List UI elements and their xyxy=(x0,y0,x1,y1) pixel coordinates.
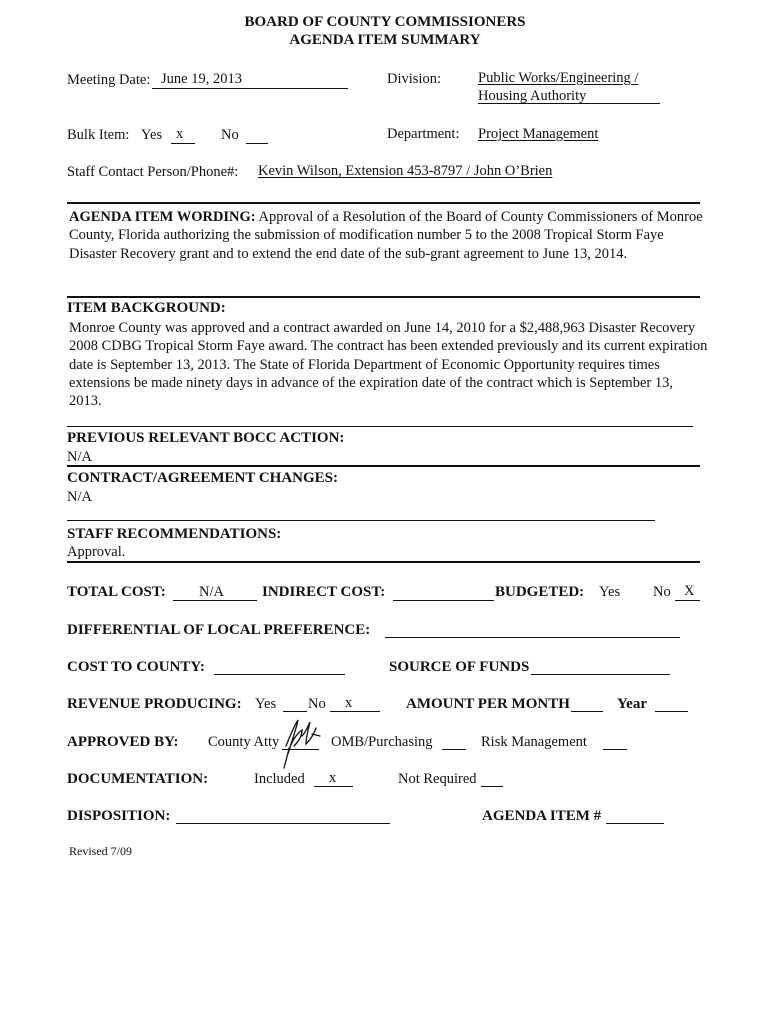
revenue-no-underline xyxy=(330,711,380,712)
omb-purchasing-underline xyxy=(442,749,466,750)
department-value: Project Management xyxy=(478,126,599,142)
included-mark: x xyxy=(329,770,337,786)
bulk-yes-mark: x xyxy=(176,126,184,142)
staff-contact-label: Staff Contact Person/Phone#: xyxy=(67,164,239,180)
section-divider xyxy=(67,465,700,467)
division-value-line1: Public Works/Engineering / xyxy=(478,70,639,86)
documentation-label: DOCUMENTATION: xyxy=(67,771,209,787)
bulk-yes-label: Yes xyxy=(141,127,163,143)
division-label: Division: xyxy=(387,71,441,87)
bulk-no-label: No xyxy=(221,127,239,143)
cost-to-county-underline xyxy=(214,674,345,675)
meeting-date-underline xyxy=(152,88,348,89)
risk-management-label: Risk Management xyxy=(481,734,587,750)
form-title: BOARD OF COUNTY COMMISSIONERS xyxy=(244,14,526,30)
not-required-label: Not Required xyxy=(398,771,477,787)
bulk-no-underline xyxy=(246,143,268,144)
indirect-cost-underline xyxy=(393,600,494,601)
item-background-text: Monroe County was approved and a contract awarded on June 14, 2010 for a $2,488,963 Disaster Recovery 2008 CDBG Tropical Storm Faye award. The contract has been extended previously and its current expiration date is September 13, 2013. The State of Florida Department of Economic Opportunity requires times extensions be made ninety days in advance of the expiration date of the contract which is September 13, 2013. xyxy=(69,320,708,410)
total-cost-value: N/A xyxy=(199,584,224,600)
form-subtitle: AGENDA ITEM SUMMARY xyxy=(289,32,481,48)
meeting-date-value: June 19, 2013 xyxy=(161,71,242,87)
bulk-item-label: Bulk Item: xyxy=(67,127,130,143)
agenda-item-number-label: AGENDA ITEM # xyxy=(482,808,602,824)
bulk-yes-underline xyxy=(171,143,195,144)
risk-management-underline xyxy=(603,749,627,750)
agenda-wording-section xyxy=(69,208,709,263)
staff-recommendations-label: STAFF RECOMMENDATIONS: xyxy=(67,526,282,542)
contract-changes-value: N/A xyxy=(67,489,92,505)
source-of-funds-label: SOURCE OF FUNDS xyxy=(389,659,530,675)
year-label: Year xyxy=(617,696,647,712)
division-underline xyxy=(478,103,660,104)
revenue-no-label: No xyxy=(308,696,326,712)
section-divider xyxy=(67,561,700,563)
signature-initials xyxy=(272,714,332,772)
section-divider xyxy=(67,426,693,427)
revenue-yes-underline xyxy=(283,711,307,712)
division-value-line2: Housing Authority xyxy=(478,88,587,104)
section-divider xyxy=(67,296,700,298)
amount-per-month-underline xyxy=(571,711,603,712)
budgeted-no: No xyxy=(653,584,671,600)
contract-changes-label: CONTRACT/AGREEMENT CHANGES: xyxy=(67,470,339,486)
amount-per-month-label: AMOUNT PER MONTH xyxy=(406,696,570,712)
budgeted-label: BUDGETED: xyxy=(495,584,585,600)
included-underline xyxy=(314,786,353,787)
revenue-producing-label: REVENUE PRODUCING: xyxy=(67,696,242,712)
department-label: Department: xyxy=(387,126,460,142)
source-of-funds-underline xyxy=(531,674,670,675)
agenda-item-number-underline xyxy=(606,823,664,824)
total-cost-underline xyxy=(173,600,257,601)
agenda-wording-text: Approval of a Resolution of the Board of County Commissioners of Monroe County, Florida authorizing the submission of modification number 5 to the 2008 Tropical Storm Faye Disaster Recovery grant and to extend the end date of the sub-grant agreement to June 13, 2014. xyxy=(69,209,703,262)
budgeted-no-underline xyxy=(675,600,700,601)
disposition-underline xyxy=(176,823,390,824)
cost-to-county-label: COST TO COUNTY: xyxy=(67,659,205,675)
budgeted-yes: Yes xyxy=(599,584,621,600)
revenue-yes-label: Yes xyxy=(255,696,277,712)
previous-action-value: N/A xyxy=(67,449,92,465)
approved-by-label: APPROVED BY: xyxy=(67,734,179,750)
total-cost-label: TOTAL COST: xyxy=(67,584,166,600)
omb-purchasing-label: OMB/Purchasing xyxy=(331,734,433,750)
not-required-underline xyxy=(481,786,503,787)
staff-contact-value: Kevin Wilson, Extension 453-8797 / John O’Brien xyxy=(258,163,553,179)
year-underline xyxy=(655,711,688,712)
agenda-wording-label: AGENDA ITEM WORDING: xyxy=(69,209,256,225)
staff-recommendations-value: Approval. xyxy=(67,544,126,560)
revenue-no-mark: x xyxy=(345,695,353,711)
section-divider xyxy=(67,520,655,521)
disposition-label: DISPOSITION: xyxy=(67,808,171,824)
included-label: Included xyxy=(254,771,305,787)
differential-label: DIFFERENTIAL OF LOCAL PREFERENCE: xyxy=(67,622,371,638)
previous-action-label: PREVIOUS RELEVANT BOCC ACTION: xyxy=(67,430,345,446)
county-atty-label: County Atty xyxy=(208,734,280,750)
budgeted-no-mark: X xyxy=(684,583,695,599)
differential-underline xyxy=(385,637,680,638)
indirect-cost-label: INDIRECT COST: xyxy=(262,584,386,600)
section-divider xyxy=(67,202,700,204)
meeting-date-label: Meeting Date: xyxy=(67,72,151,88)
revised-note: Revised 7/09 xyxy=(69,844,132,858)
item-background-label: ITEM BACKGROUND: xyxy=(67,300,226,316)
